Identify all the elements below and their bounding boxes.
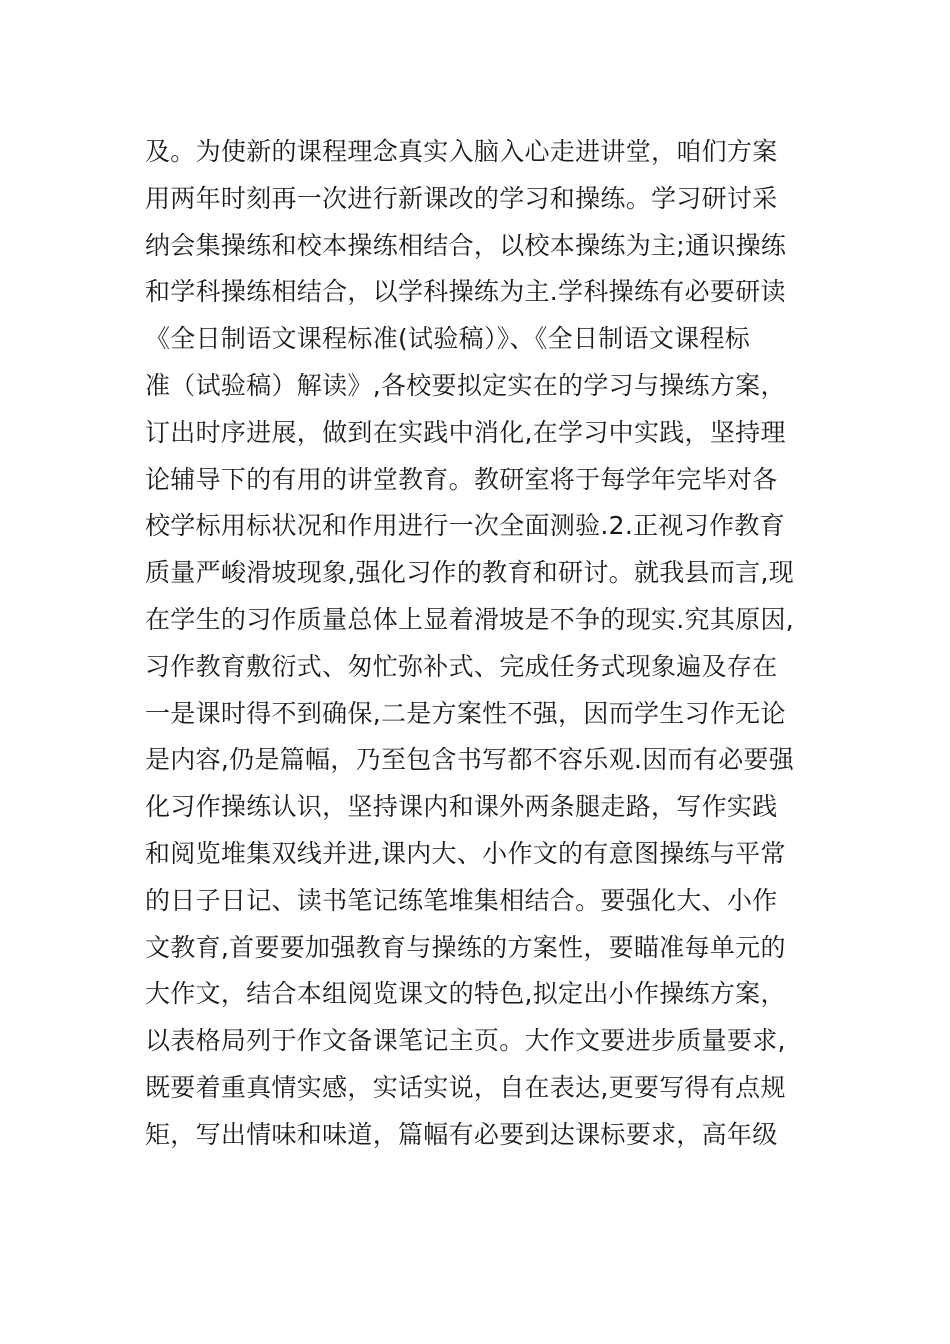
- text-line: 大作文，结合本组阅览课文的特色,拟定出小作操练方案，: [145, 979, 786, 1009]
- text-line: 习作教育敷衍式、匆忙弥补式、完成任务式现象遍及存在: [145, 651, 778, 681]
- text-line: 订出时序进展，做到在实践中消化,在学习中实践，坚持理: [145, 417, 786, 447]
- text-line: 用两年时刻再一次进行新课改的学习和操练。学习研讨采: [145, 183, 778, 213]
- text-line: 《全日制语文课程标准(试验稿）》、《全日制语文课程标: [145, 324, 751, 354]
- text-line: 校学标用标状况和作用进行一次全面测验.2.正视习作教育: [145, 511, 785, 541]
- text-line: 准（试验稿）解读》,各校要拟定实在的学习与操练方案，: [145, 370, 786, 400]
- text-line: 化习作操练认识，坚持课内和课外两条腿走路，写作实践: [145, 792, 778, 822]
- text-line: 质量严峻滑坡现象,强化习作的教育和研讨。就我县而言,现: [145, 558, 794, 588]
- text-line: 论辅导下的有用的讲堂教育。教研室将于每学年完毕对各: [145, 464, 778, 494]
- text-line: 是内容,仍是篇幅，乃至包含书写都不容乐观.因而有必要强: [145, 745, 794, 775]
- text-line: 既要着重真情实感，实话实说，自在表达,更要写得有点规: [145, 1072, 786, 1102]
- text-line: 和阅览堆集双线并进,课内大、小作文的有意图操练与平常: [145, 838, 786, 868]
- text-line: 的日子日记、读书笔记练笔堆集相结合。要强化大、小作: [145, 885, 778, 915]
- text-line: 一是课时得不到确保,二是方案性不强，因而学生习作无论: [145, 698, 786, 728]
- body-text: [145, 129, 835, 1159]
- text-line: 以表格局列于作文备课笔记主页。大作文要进步质量要求,: [145, 1026, 786, 1056]
- text-line: 和学科操练相结合，以学科操练为主.学科操练有必要研读: [145, 277, 786, 307]
- text-line: 矩，写出情味和味道，篇幅有必要到达课标要求，高年级: [145, 1119, 778, 1149]
- text-line: 纳会集操练和校本操练相结合，以校本操练为主;通识操练: [145, 230, 787, 260]
- text-line: 及。为使新的课程理念真实入脑入心走进讲堂，咱们方案: [145, 137, 778, 166]
- text-line: 在学生的习作质量总体上显着滑坡是不争的现实.究其原因,: [145, 604, 794, 634]
- text-line: 文教育,首要要加强教育与操练的方案性，要瞄准每单元的: [145, 932, 786, 962]
